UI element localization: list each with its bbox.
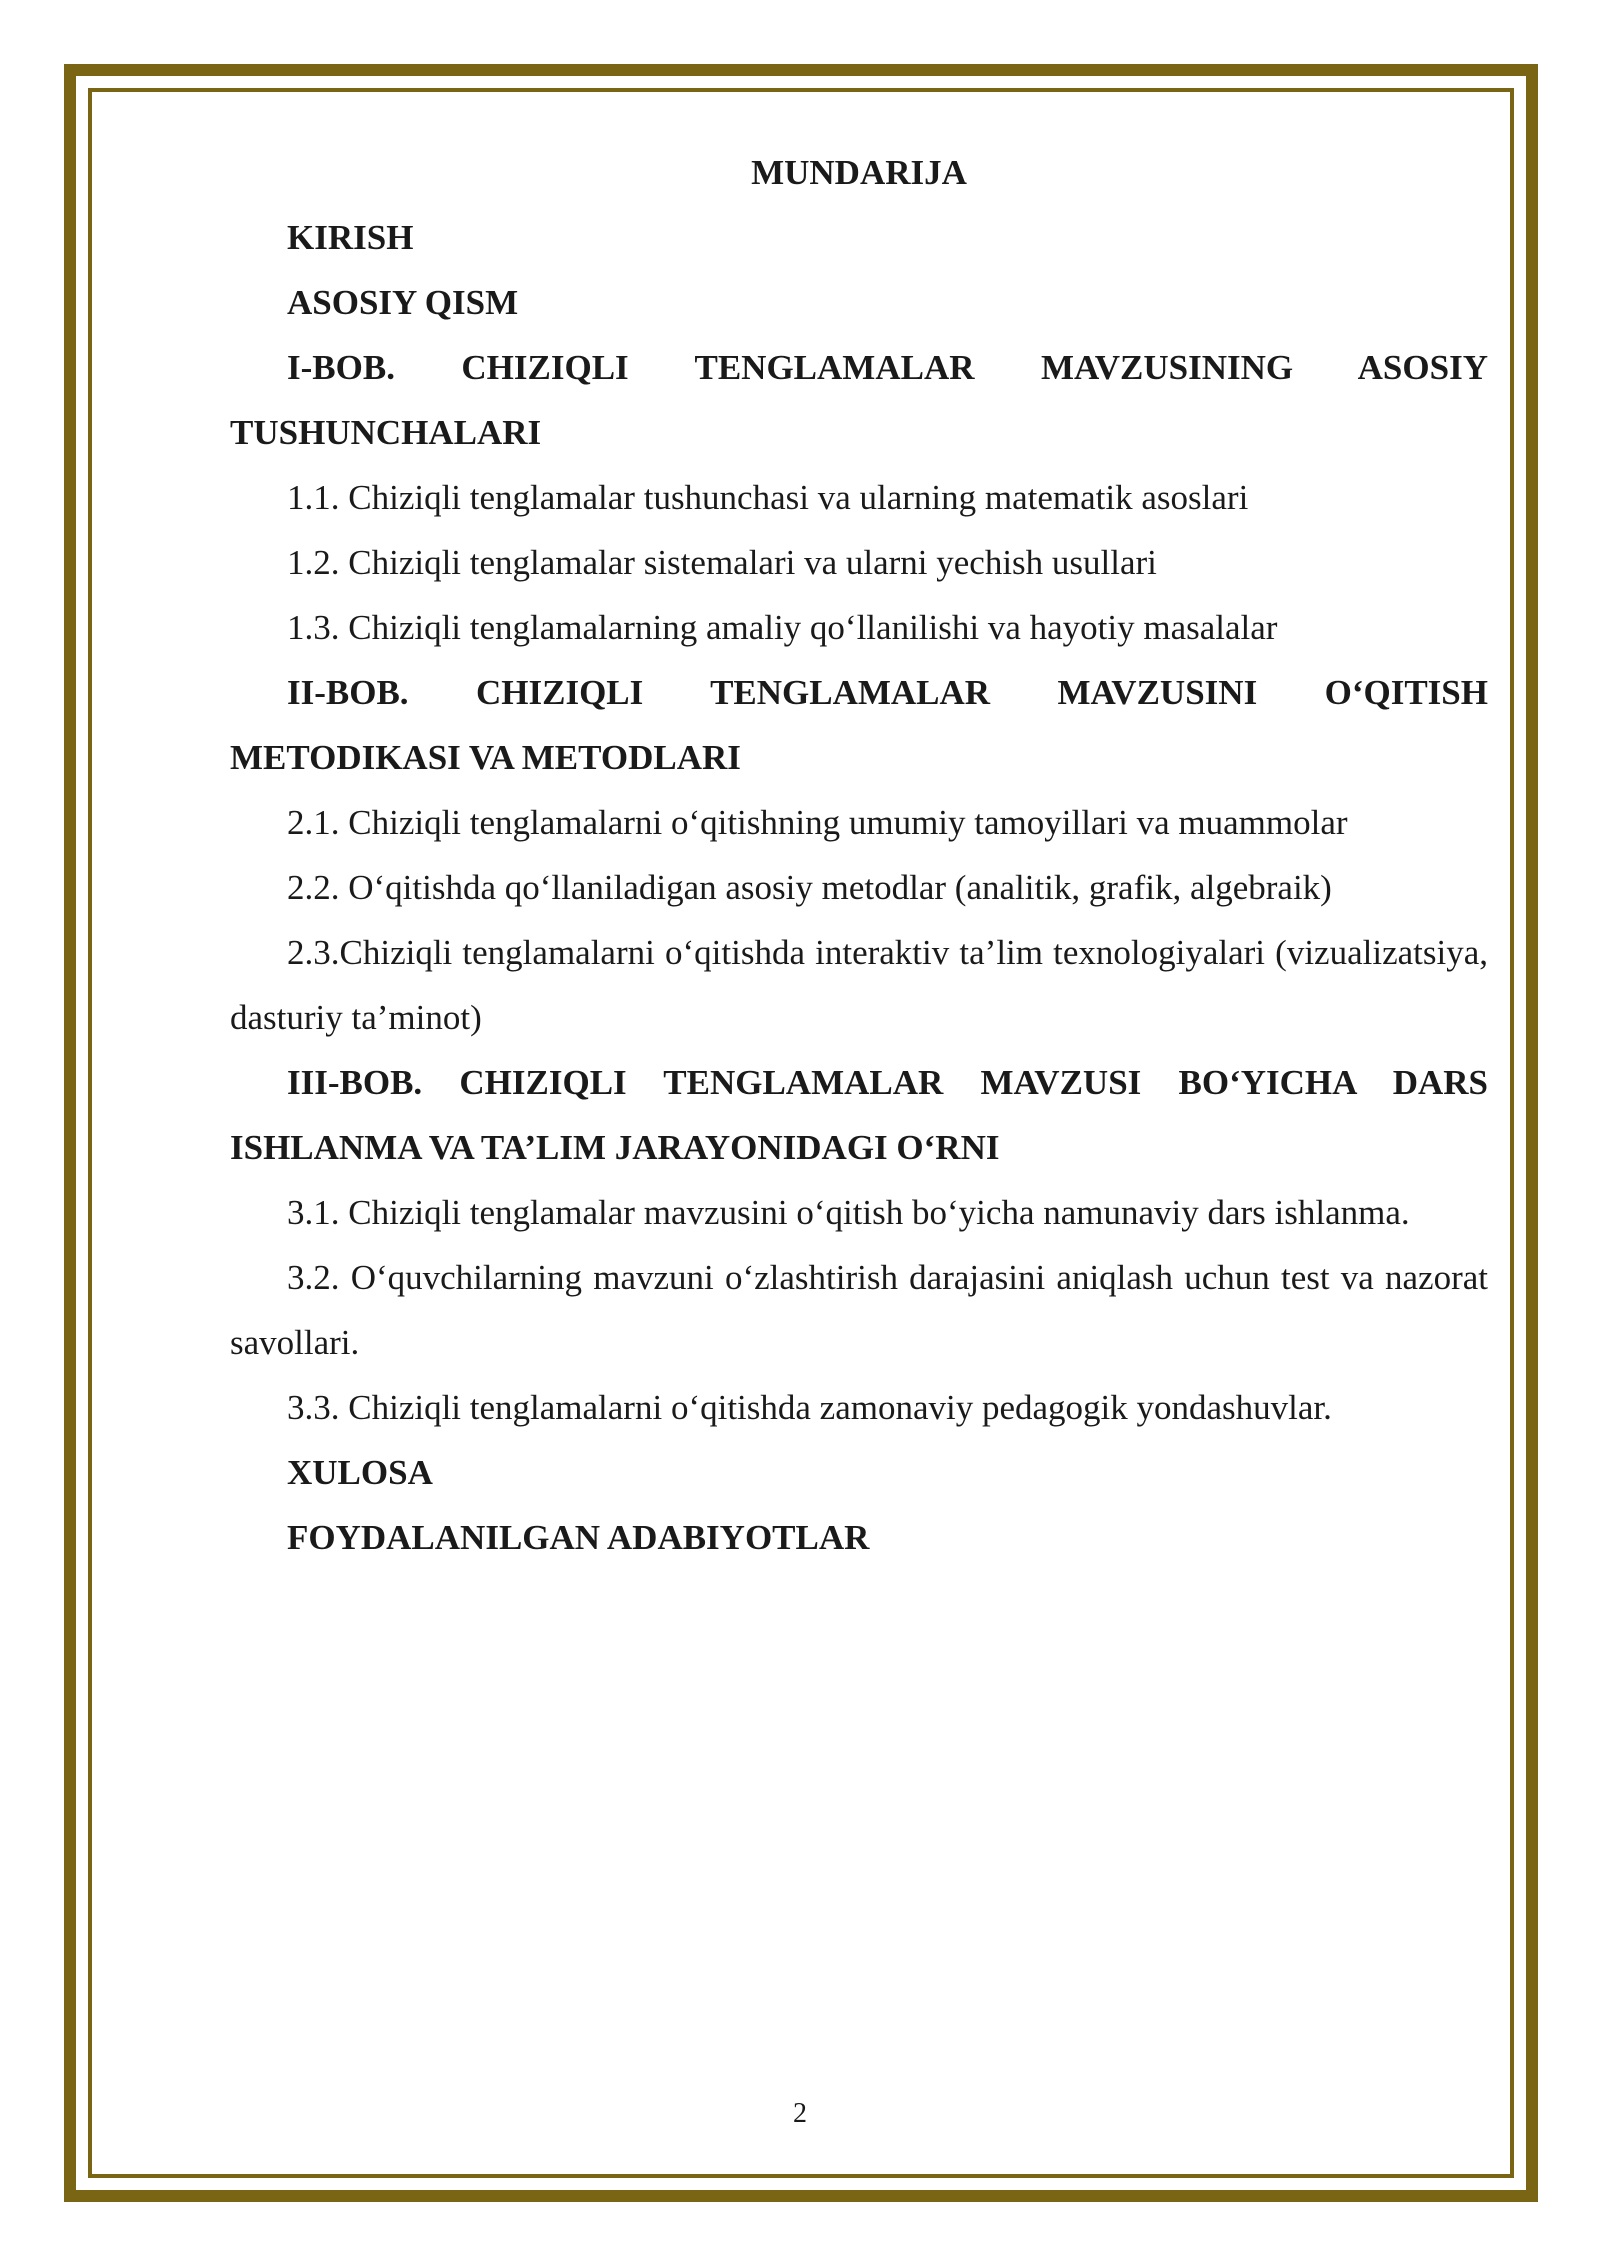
- toc-section-2-3: 2.3.Chiziqli tenglamalarni o‘qitishda interaktiv ta’lim texnologiyalari (vizualizatsiya, dasturiy ta’minot): [230, 933, 1488, 1037]
- toc-chapter-3: III-BOB. CHIZIQLI TENGLAMALAR MAVZUSI BO‘YICHA DARS ISHLANMA VA TA’LIM JARAYONIDAGI O‘RNI: [230, 1063, 1488, 1167]
- toc-entry-asosiy-qism: ASOSIY QISM: [287, 283, 519, 322]
- toc-section-3-3: 3.3. Chiziqli tenglamalarni o‘qitishda zamonaviy pedagogik yondashuvlar.: [287, 1388, 1332, 1427]
- toc-section-3-2: 3.2. O‘quvchilarning mavzuni o‘zlashtirish darajasini aniqlash uchun test va nazorat savollari.: [230, 1258, 1488, 1362]
- toc-entry-adabiyotlar: FOYDALANILGAN ADABIYOTLAR: [287, 1518, 870, 1557]
- page-number: 2: [793, 2098, 807, 2129]
- toc-section-1-1: 1.1. Chiziqli tenglamalar tushunchasi va ularning matematik asoslari: [287, 478, 1249, 517]
- toc-section-3-1: 3.1. Chiziqli tenglamalar mavzusini o‘qitish bo‘yicha namunaviy dars ishlanma.: [287, 1193, 1410, 1232]
- toc-chapter-1: I-BOB. CHIZIQLI TENGLAMALAR MAVZUSINING ASOSIY TUSHUNCHALARI: [230, 348, 1488, 452]
- toc-entry-kirish: KIRISH: [287, 218, 414, 257]
- table-of-contents: [230, 140, 1488, 1570]
- toc-title: MUNDARIJA: [751, 153, 967, 192]
- toc-entry-xulosa: XULOSA: [287, 1453, 433, 1492]
- toc-section-2-1: 2.1. Chiziqli tenglamalarni o‘qitishning umumiy tamoyillari va muammolar: [287, 803, 1348, 842]
- toc-chapter-2: II-BOB. CHIZIQLI TENGLAMALAR MAVZUSINI O‘QITISH METODIKASI VA METODLARI: [230, 673, 1488, 777]
- toc-section-1-2: 1.2. Chiziqli tenglamalar sistemalari va ularni yechish usullari: [287, 543, 1157, 582]
- toc-section-2-2: 2.2. O‘qitishda qo‘llaniladigan asosiy metodlar (analitik, grafik, algebraik): [287, 868, 1332, 907]
- toc-section-1-3: 1.3. Chiziqli tenglamalarning amaliy qo‘llanilishi va hayotiy masalalar: [287, 608, 1278, 647]
